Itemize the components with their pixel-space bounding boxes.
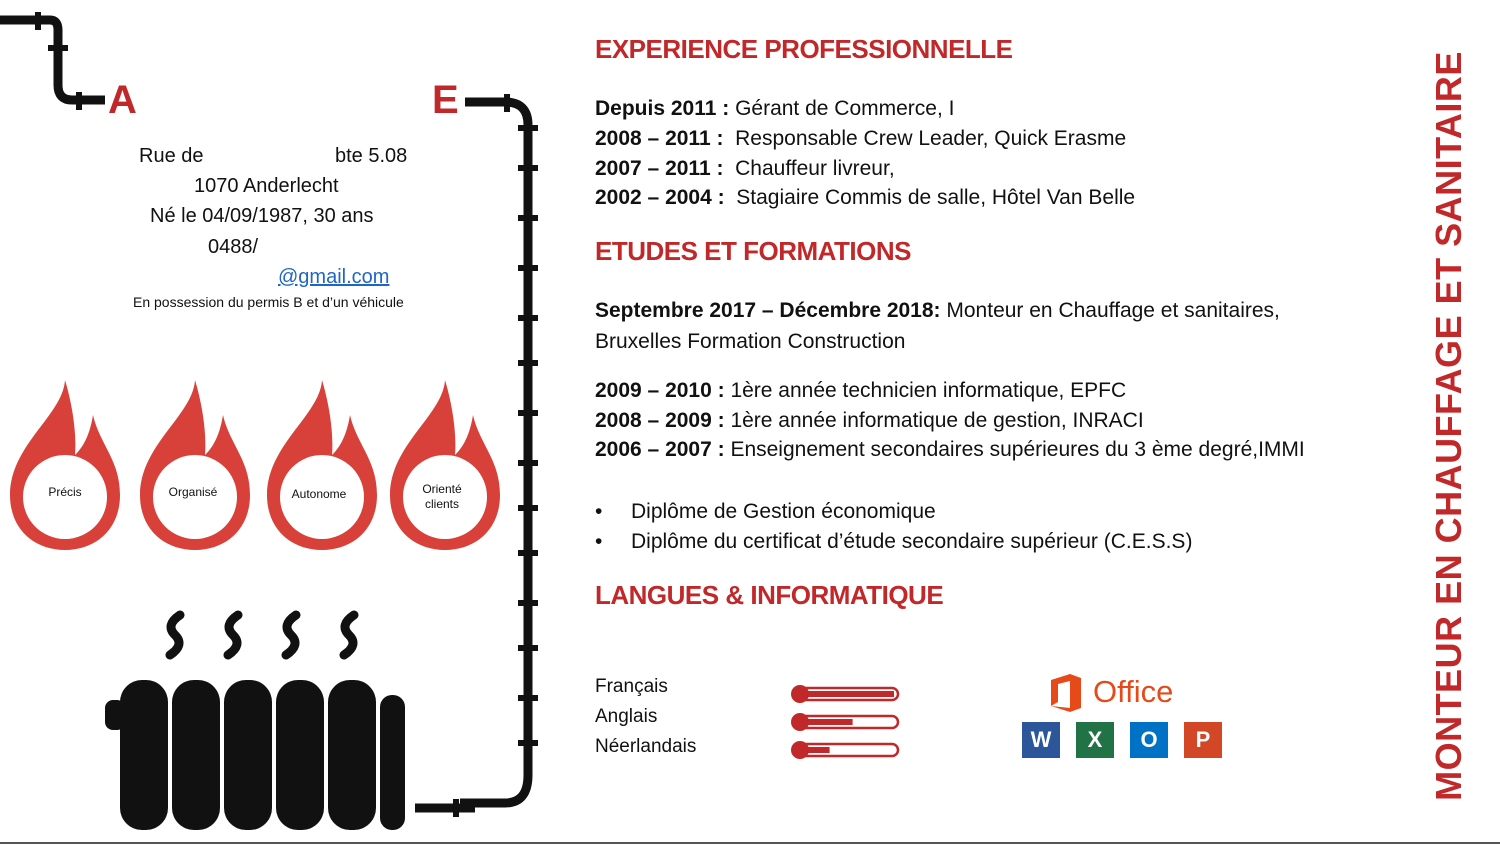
education-main: Septembre 2017 – Décembre 2018: Monteur en Chauffage et sanitaires,: [595, 299, 1280, 322]
experience-item: 2002 – 2004 : Stagiaire Commis de salle, Hôtel Van Belle: [595, 186, 1136, 209]
diploma-item: • Diplôme de Gestion économique: [595, 500, 936, 523]
letter-e: E: [432, 78, 459, 122]
experience-title: EXPERIENCE PROFESSIONNELLE: [595, 34, 1013, 64]
powerpoint-icon: P: [1184, 722, 1222, 758]
radiator-icon: [100, 600, 420, 835]
language-level-gauges: [788, 680, 903, 765]
office-apps: [1022, 722, 1222, 758]
thermometer-gauge: [791, 741, 898, 759]
birth-date: Né le 04/09/1987, 30 ans: [150, 205, 374, 227]
email-link[interactable]: @gmail.com: [278, 266, 390, 288]
thermometer-gauge: [791, 685, 898, 703]
job-title-vertical: MONTEUR EN CHAUFFAGE ET SANITAIRE: [1428, 51, 1469, 801]
letter-a: A: [108, 78, 137, 122]
office-logo-icon: [1048, 673, 1084, 713]
word-icon: W: [1022, 722, 1060, 758]
language-name: Anglais: [595, 706, 658, 727]
city: 1070 Anderlecht: [194, 175, 339, 197]
street-suffix: bte 5.08: [335, 145, 408, 167]
education-item: 2006 – 2007 : Enseignement secondaires supérieures du 3 ème degré,IMMI: [595, 438, 1305, 461]
language-name: Français: [595, 676, 668, 697]
license: En possession du permis B et d’un véhicule: [133, 294, 404, 310]
excel-icon: X: [1076, 722, 1114, 758]
education-item: 2008 – 2009 : 1ère année informatique de gestion, INRACI: [595, 409, 1144, 432]
flame-icon: [10, 380, 120, 550]
quality-autonome: Autonome: [291, 487, 347, 501]
bottom-pipe-decoration: [415, 790, 475, 830]
street-prefix: Rue de: [139, 145, 204, 167]
bottom-divider: [0, 842, 1500, 844]
flame-icon: [390, 380, 500, 550]
thermometer-gauge: [791, 713, 898, 731]
diploma-item: • Diplôme du certificat d’étude secondaire supérieur (C.E.S.S): [595, 530, 1193, 553]
quality-oriente-clients: Orienté clients: [422, 482, 462, 511]
experience-item: 2008 – 2011 : Responsable Crew Leader, Quick Erasme: [595, 127, 1127, 150]
outlook-icon: O: [1130, 722, 1168, 758]
language-name: Néerlandais: [595, 736, 697, 757]
education-item: 2009 – 2010 : 1ère année technicien informatique, EPFC: [595, 379, 1127, 402]
office-label: Office: [1093, 674, 1174, 709]
flame-icon: [267, 380, 377, 550]
flames-row: [0, 375, 510, 555]
quality-precis: Précis: [48, 485, 82, 499]
education-main-school: Bruxelles Formation Construction: [595, 330, 906, 353]
experience-item: 2007 – 2011 : Chauffeur livreur,: [595, 157, 901, 180]
phone: 0488/: [208, 236, 259, 258]
top-pipe-decoration: [0, 0, 120, 120]
education-title: ETUDES ET FORMATIONS: [595, 236, 911, 266]
flame-icon: [140, 380, 250, 550]
languages-title: LANGUES & INFORMATIQUE: [595, 580, 944, 610]
quality-organise: Organisé: [168, 485, 218, 499]
experience-item: Depuis 2011 : Gérant de Commerce, I: [595, 97, 955, 120]
